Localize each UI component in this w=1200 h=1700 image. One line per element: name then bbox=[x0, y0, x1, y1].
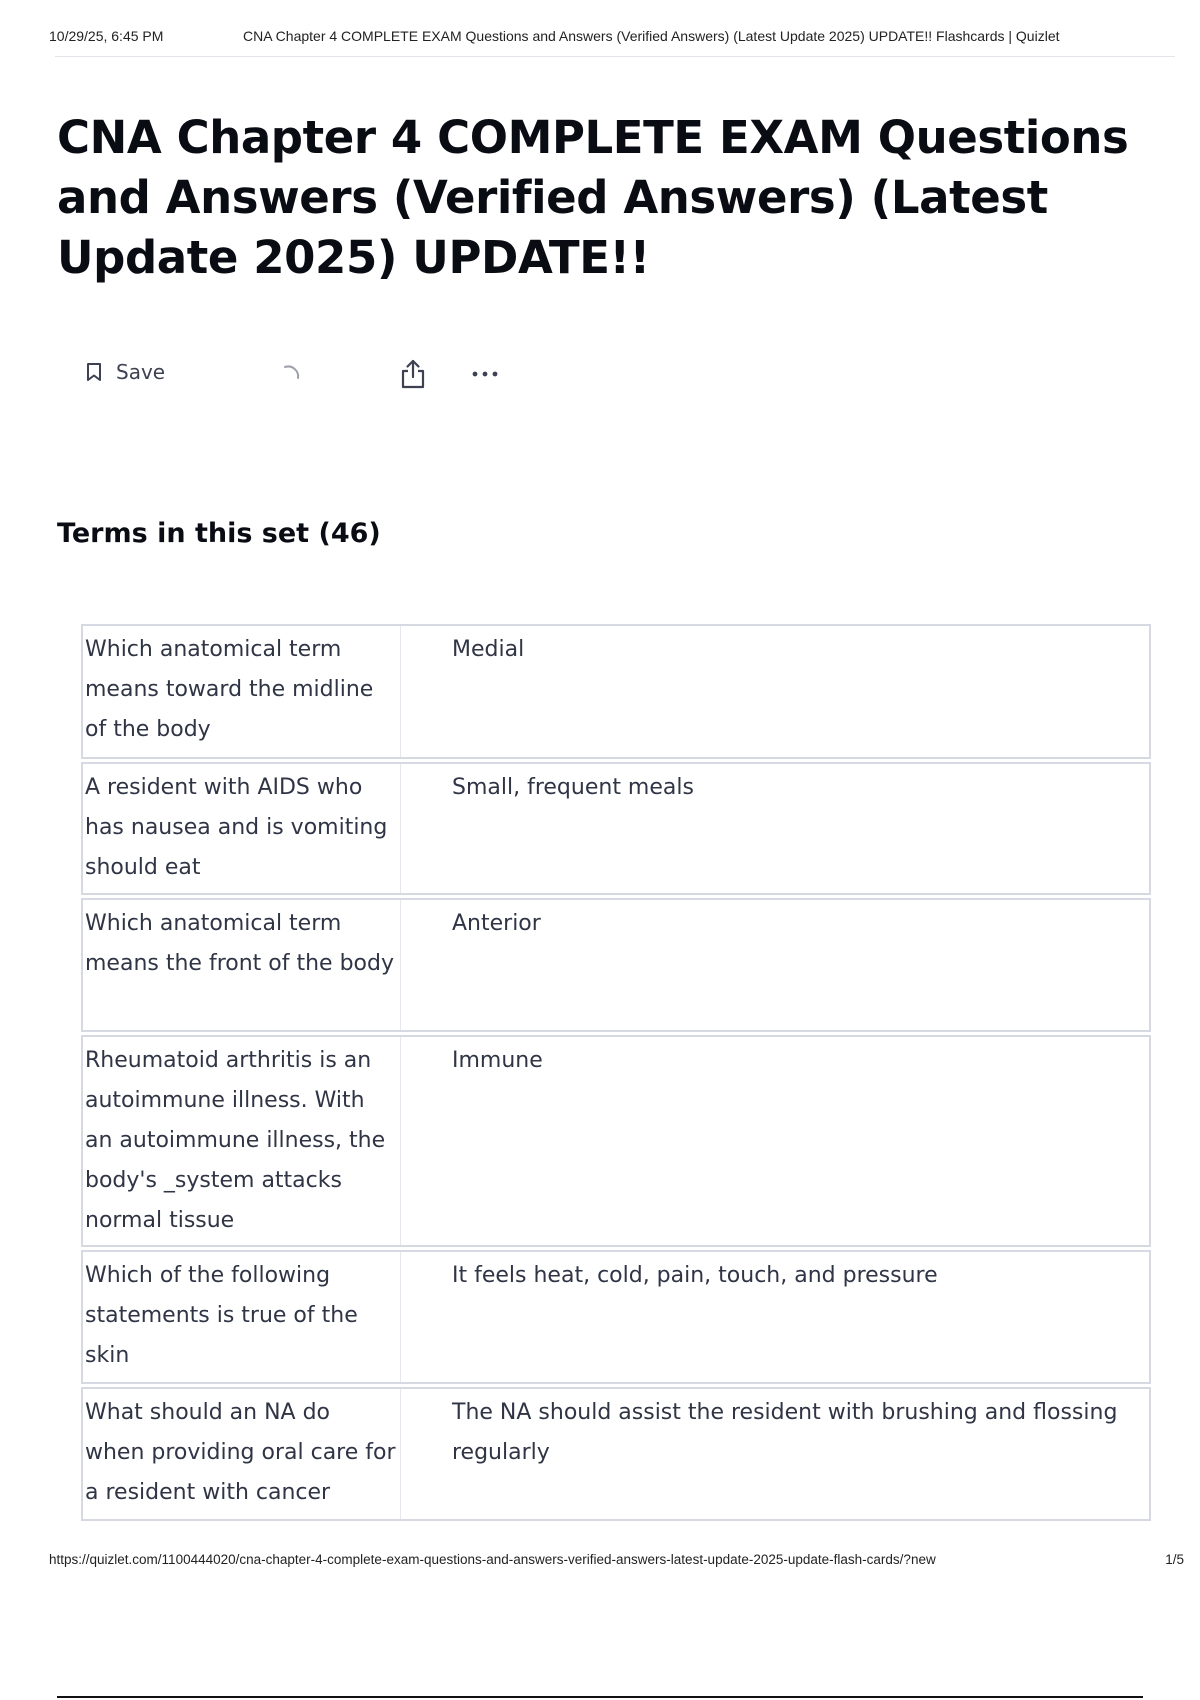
page-url: https://quizlet.com/1100444020/cna-chapter-4-complete-exam-questions-and-answers-verified-answers-latest-update-2025-update-flash-cards/?new bbox=[49, 1552, 936, 1567]
term-text: What should an NA do when providing oral care for a resident with cancer bbox=[83, 1389, 401, 1519]
more-options-icon[interactable] bbox=[470, 364, 502, 384]
page-number: 1/5 bbox=[1165, 1552, 1184, 1567]
loading-spinner-icon bbox=[280, 362, 304, 386]
print-datetime: 10/29/25, 6:45 PM bbox=[49, 28, 164, 44]
term-row bbox=[81, 1035, 1151, 1247]
save-button[interactable] bbox=[86, 360, 165, 384]
term-text: Which anatomical term means toward the midline of the body bbox=[83, 626, 401, 757]
header-divider bbox=[55, 56, 1175, 57]
definition-text: Medial bbox=[452, 637, 525, 662]
save-label: Save bbox=[116, 360, 166, 384]
share-icon[interactable] bbox=[398, 358, 428, 390]
term-text: Rheumatoid arthritis is an autoimmune illness. With an autoimmune illness, the body's _system attacks normal tissue bbox=[83, 1037, 401, 1245]
definition-text: Immune bbox=[452, 1048, 543, 1073]
definition-text: The NA should assist the resident with brushing and flossing regularly bbox=[452, 1400, 1118, 1465]
print-header bbox=[49, 28, 1182, 44]
term-row bbox=[81, 1250, 1151, 1384]
terms-heading: Terms in this set (46) bbox=[57, 518, 381, 549]
term-text: A resident with AIDS who has nausea and is vomiting should eat bbox=[83, 764, 401, 893]
definition-text: It feels heat, cold, pain, touch, and pressure bbox=[452, 1263, 938, 1288]
definition-text: Small, frequent meals bbox=[452, 775, 694, 800]
print-footer bbox=[49, 1552, 1184, 1567]
term-row bbox=[81, 762, 1151, 895]
page-title: CNA Chapter 4 COMPLETE EXAM Questions and Answers (Verified Answers) (Latest Update 2025) UPDATE!! bbox=[57, 111, 1129, 284]
term-row bbox=[81, 624, 1151, 759]
print-document-title: CNA Chapter 4 COMPLETE EXAM Questions and Answers (Verified Answers) (Latest Update 2025) UPDATE!! Flashcards | Quizlet bbox=[243, 28, 1060, 44]
footer-divider bbox=[57, 1696, 1143, 1698]
bookmark-icon bbox=[86, 362, 102, 382]
definition-text: Anterior bbox=[452, 911, 541, 936]
term-text: Which of the following statements is true of the skin bbox=[83, 1252, 401, 1382]
term-row bbox=[81, 898, 1151, 1032]
term-text: Which anatomical term means the front of the body bbox=[83, 900, 401, 1030]
terms-table bbox=[81, 624, 1151, 1524]
term-row bbox=[81, 1387, 1151, 1521]
